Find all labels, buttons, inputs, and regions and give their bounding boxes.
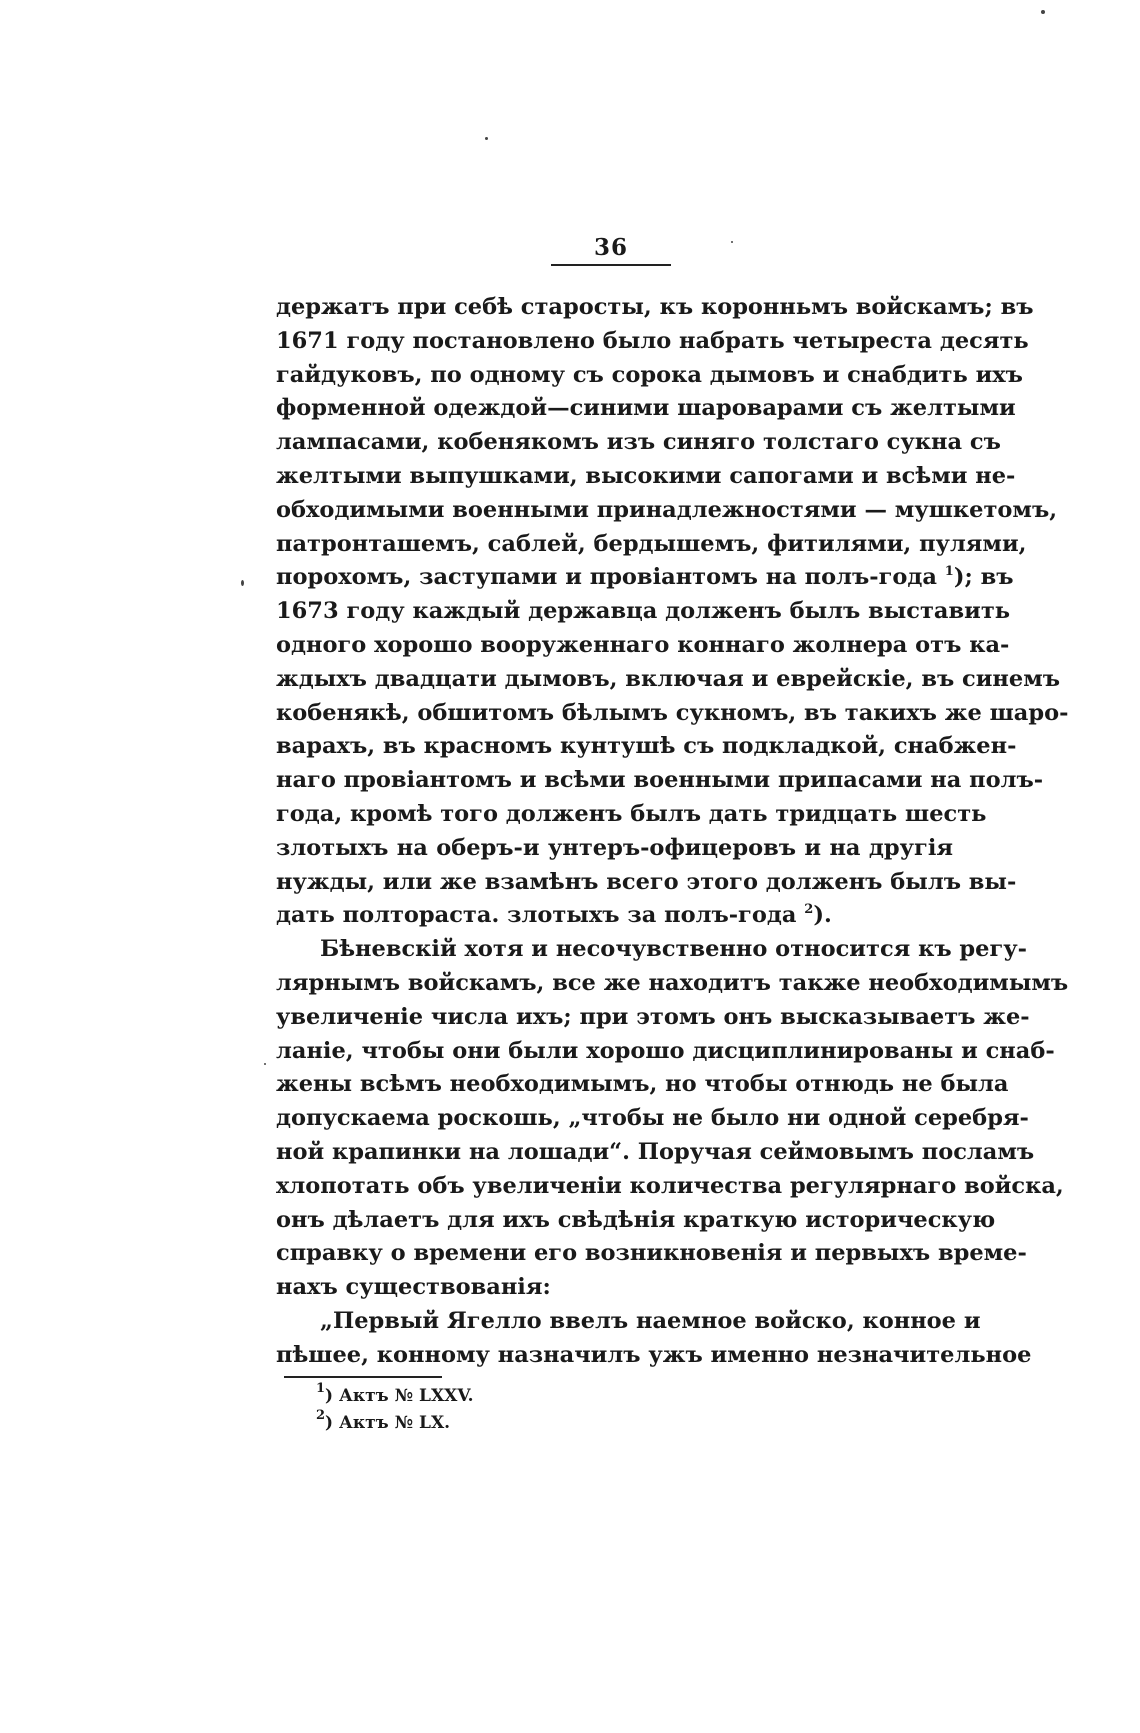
text-line: форменной одеждой—синими шароварами съ желтыми <box>276 395 1016 422</box>
text-line: обходимыми военными принадлежностями — мушкетомъ, <box>276 496 1058 523</box>
footnotes <box>316 1383 474 1437</box>
body-text <box>276 291 1069 1373</box>
footnote-separator <box>284 1376 442 1378</box>
text-line: одного хорошо вооруженнаго коннаго жолнера отъ ка- <box>276 631 1010 658</box>
text-line-part: дать полтораста. злотыхъ за полъ-года <box>276 902 797 929</box>
text-line: лярнымъ войскамъ, все же находитъ также необходимымъ <box>276 969 1069 996</box>
text-line-part: порохомъ, заступами и провіантомъ на полъ-года <box>276 564 937 591</box>
text-line: допускаема роскошь, „чтобы не было ни одной серебря- <box>276 1105 1029 1132</box>
page-number-rule <box>551 264 671 266</box>
text-line: ждыхъ двадцати дымовъ, включая и еврейскіе, въ синемъ <box>276 665 1061 692</box>
text-line: жены всѣмъ необходимымъ, но чтобы отнюдь не была <box>276 1071 1009 1098</box>
text-line: года, кромѣ того долженъ былъ дать тридцать шесть <box>276 800 987 827</box>
text-line: злотыхъ на оберъ-и унтеръ-офицеровъ и на другія <box>276 834 953 861</box>
footnote-reference-1[interactable]: 1 <box>944 564 954 580</box>
text-line: нахъ существованія: <box>276 1274 551 1301</box>
text-line: ной крапинки на лошади“. Поручая сеймовымъ посламъ <box>276 1138 1035 1165</box>
text-line: ланіе, чтобы они были хорошо дисциплинированы и снаб- <box>276 1037 1055 1064</box>
scan-speck <box>241 580 244 586</box>
text-line: кобенякѣ, обшитомъ бѣлымъ сукномъ, въ такихъ же шаро- <box>276 699 1069 726</box>
footnote-1 <box>316 1383 474 1410</box>
text-line: „Первый Ягелло ввелъ наемное войско, конное и <box>320 1307 981 1334</box>
footnote-2 <box>316 1410 474 1437</box>
text-line: Бѣневскій хотя и несочувственно относится къ регу- <box>320 936 1028 963</box>
footnote-text: ) Актъ № LX. <box>325 1413 451 1433</box>
text-line: увеличеніе числа ихъ; при этомъ онъ высказываетъ же- <box>276 1003 1030 1030</box>
text-line: справку о времени его возникновенія и первыхъ време- <box>276 1240 1027 1267</box>
text-line: наго провіантомъ и всѣми военными припасами на полъ- <box>276 767 1044 794</box>
text-line: пѣшее, конному назначилъ ужъ именно незначительное <box>276 1341 1032 1368</box>
text-line: гайдуковъ, по одному съ сорока дымовъ и снабдить ихъ <box>276 361 1023 388</box>
text-line: патронташемъ, саблей, бердышемъ, фитилями, пулями, <box>276 530 1027 557</box>
scan-speck <box>1041 10 1045 14</box>
text-line-part: ). <box>813 902 832 929</box>
text-line: держатъ при себѣ старосты, къ коронньмъ войскамъ; въ <box>276 294 1034 320</box>
scan-speck <box>264 1063 266 1065</box>
text-line: 1673 году каждый державца долженъ былъ выставить <box>276 598 1011 625</box>
text-line: нужды, или же взамѣнъ всего этого долженъ былъ вы- <box>276 868 1017 895</box>
scan-speck <box>731 241 733 243</box>
text-line: хлопотать объ увеличеніи количества регулярнаго войска, <box>276 1172 1064 1199</box>
text-line-part: ); въ <box>953 564 1014 591</box>
text-line: лампасами, кобенякомъ изъ синяго толстаго сукна съ <box>276 429 1001 456</box>
footnote-text: ) Актъ № LXXV. <box>325 1386 474 1406</box>
text-line <box>276 561 1014 595</box>
text-line: онъ дѣлаетъ для ихъ свѣдѣнія краткую историческую <box>276 1206 996 1233</box>
text-line <box>276 899 953 933</box>
text-line: 1671 году постановлено было набрать четыреста десять <box>276 327 1029 354</box>
scan-speck <box>485 137 488 140</box>
text-line: варахъ, въ красномъ кунтушѣ съ подкладкой, снабжен- <box>276 733 1017 760</box>
footnote-mark: 2 <box>316 1408 326 1423</box>
text-line: желтыми выпушками, высокими сапогами и всѣми не- <box>276 462 1016 489</box>
footnote-reference-2[interactable]: 2 <box>804 902 814 918</box>
page-number: 36 <box>593 234 628 261</box>
footnote-mark: 1 <box>316 1381 326 1396</box>
